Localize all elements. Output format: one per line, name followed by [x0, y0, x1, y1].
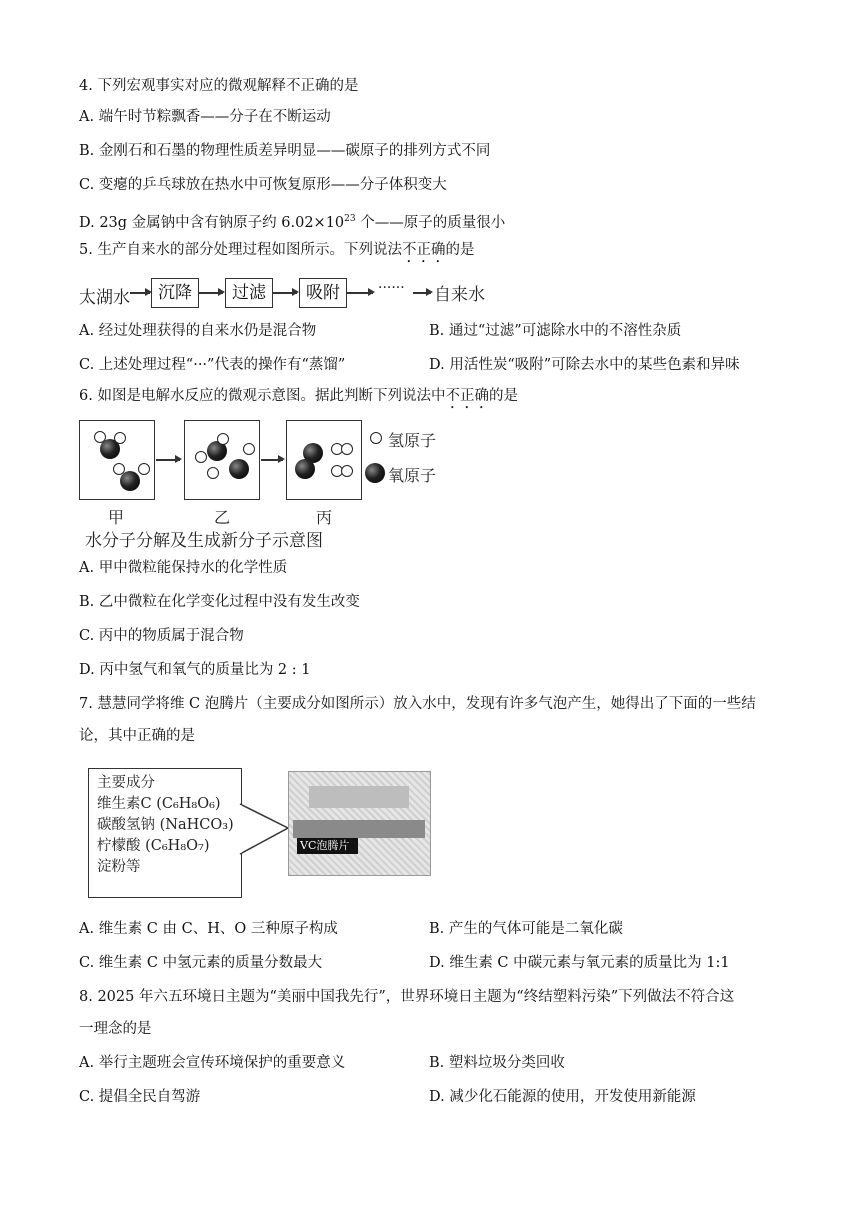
- panel-yi: [184, 420, 260, 500]
- oxygen-atom: [120, 471, 140, 491]
- flow-arrow: [199, 292, 223, 294]
- q6-option-b: B. 乙中微粒在化学变化过程中没有发生改变: [79, 594, 360, 610]
- q6-stem: 6. 如图是电解水反应的微观示意图。据此判断下列说法中不正确的是: [79, 388, 518, 404]
- oxygen-atom: [229, 459, 249, 479]
- flow-target: 自来水: [434, 285, 485, 305]
- q4-option-a: A. 端午时节粽飘香——分子在不断运动: [79, 109, 331, 125]
- q5-option-a: A. 经过处理获得的自来水仍是混合物: [79, 323, 317, 339]
- q5-option-c: C. 上述处理过程“···”代表的操作有“蒸馏”: [79, 357, 346, 373]
- q7-option-d: D. 维生素 C 中碳元素与氧元素的质量比为 1:1: [429, 955, 730, 971]
- hydrogen-atom: [114, 432, 126, 444]
- callout-line: 淀粉等: [97, 859, 141, 875]
- q5-stem: 5. 生产自来水的部分处理过程如图所示。下列说法不正确的是: [79, 242, 475, 258]
- reaction-arrow: [261, 459, 283, 461]
- q8-stem-line1: 8. 2025 年六五环境日主题为“美丽中国我先行”，世界环境日主题为“终结塑料污染”下列做法不符合这: [79, 989, 735, 1005]
- callout-line: 柠檬酸 (C₆H₈O₇): [97, 838, 210, 854]
- ingredients-callout: [88, 768, 242, 898]
- diagram-caption: 水分子分解及生成新分子示意图: [85, 531, 323, 551]
- flow-arrow: [347, 292, 373, 294]
- flow-step-adsorb: 吸附: [299, 278, 347, 308]
- callout-pointer: [238, 800, 290, 860]
- q4-option-b: B. 金刚石和石墨的物理性质差异明显——碳原子的排列方式不同: [79, 143, 491, 159]
- legend-hydrogen-label: 氢原子: [388, 431, 437, 450]
- q5-option-b: B. 通过“过滤”可滤除水中的不溶性杂质: [429, 323, 682, 339]
- flow-step-filter: 过滤: [225, 278, 273, 308]
- label-yi: 乙: [214, 508, 231, 527]
- hydrogen-atom: [243, 443, 255, 455]
- q5-option-d: D. 用活性炭“吸附”可除去水中的某些色素和异味: [429, 357, 740, 373]
- label-bing: 丙: [316, 508, 333, 527]
- reaction-arrow: [156, 459, 180, 461]
- q8-option-d: D. 减少化石能源的使用，开发使用新能源: [429, 1089, 696, 1105]
- legend-oxygen-icon: [365, 463, 385, 483]
- q7-stem-line2: 论，其中正确的是: [79, 728, 195, 744]
- q8-stem-line2: 一理念的是: [79, 1021, 152, 1037]
- q8-option-a: A. 举行主题班会宣传环境保护的重要意义: [79, 1055, 346, 1071]
- q7-option-b: B. 产生的气体可能是二氧化碳: [429, 921, 623, 937]
- q7-option-c: C. 维生素 C 中氢元素的质量分数最大: [79, 955, 323, 971]
- q8-option-c: C. 提倡全民自驾游: [79, 1089, 201, 1105]
- oxygen-atom: [295, 459, 315, 479]
- package-label: VC泡腾片: [297, 838, 358, 854]
- flow-arrow: [413, 292, 431, 294]
- panel-bing: [286, 420, 362, 500]
- q8-option-b: B. 塑料垃圾分类回收: [429, 1055, 565, 1071]
- q6-option-a: A. 甲中微粒能保持水的化学性质: [79, 560, 288, 576]
- flow-step-settle: 沉降: [151, 278, 199, 308]
- q6-option-c: C. 丙中的物质属于混合物: [79, 628, 244, 644]
- flow-arrow: [273, 292, 297, 294]
- legend-oxygen-label: 氧原子: [388, 466, 437, 485]
- flow-source: 太湖水: [79, 288, 130, 308]
- flow-arrow: [130, 292, 150, 294]
- q7-stem-line1: 7. 慧慧同学将维 C 泡腾片（主要成分如图所示）放入水中，发现有许多气泡产生，她得出了下面的一些结: [79, 696, 756, 712]
- hydrogen-atom: [341, 443, 353, 455]
- hydrogen-atom: [207, 467, 219, 479]
- q4-stem: 4. 下列宏观事实对应的微观解释不正确的是: [79, 78, 359, 94]
- hydrogen-atom: [341, 465, 353, 477]
- q7-option-a: A. 维生素 C 由 C、H、O 三种原子构成: [79, 921, 338, 937]
- hydrogen-atom: [195, 451, 207, 463]
- q4-option-d: D. 23g 金属钠中含有钠原子约 $6.02\times 10^{23}$ 个——原子的质量很小: [79, 214, 506, 231]
- callout-line: 维生素C (C₆H₈O₆): [97, 796, 221, 812]
- callout-line: 碳酸氢钠 (NaHCO₃): [97, 817, 234, 833]
- label-jia: 甲: [108, 508, 125, 527]
- legend-hydrogen-icon: [370, 432, 382, 444]
- q6-option-d: D. 丙中氢气和氧气的质量比为 2 : 1: [79, 662, 311, 678]
- hydrogen-atom: [217, 433, 229, 445]
- hydrogen-atom: [138, 463, 150, 475]
- vc-tablet-package-image: [288, 771, 431, 876]
- q4-option-c: C. 变瘪的乒乓球放在热水中可恢复原形——分子体积变大: [79, 177, 447, 193]
- panel-jia: [79, 420, 155, 500]
- flow-ellipsis: ······: [378, 280, 405, 296]
- callout-line: 主要成分: [97, 775, 155, 791]
